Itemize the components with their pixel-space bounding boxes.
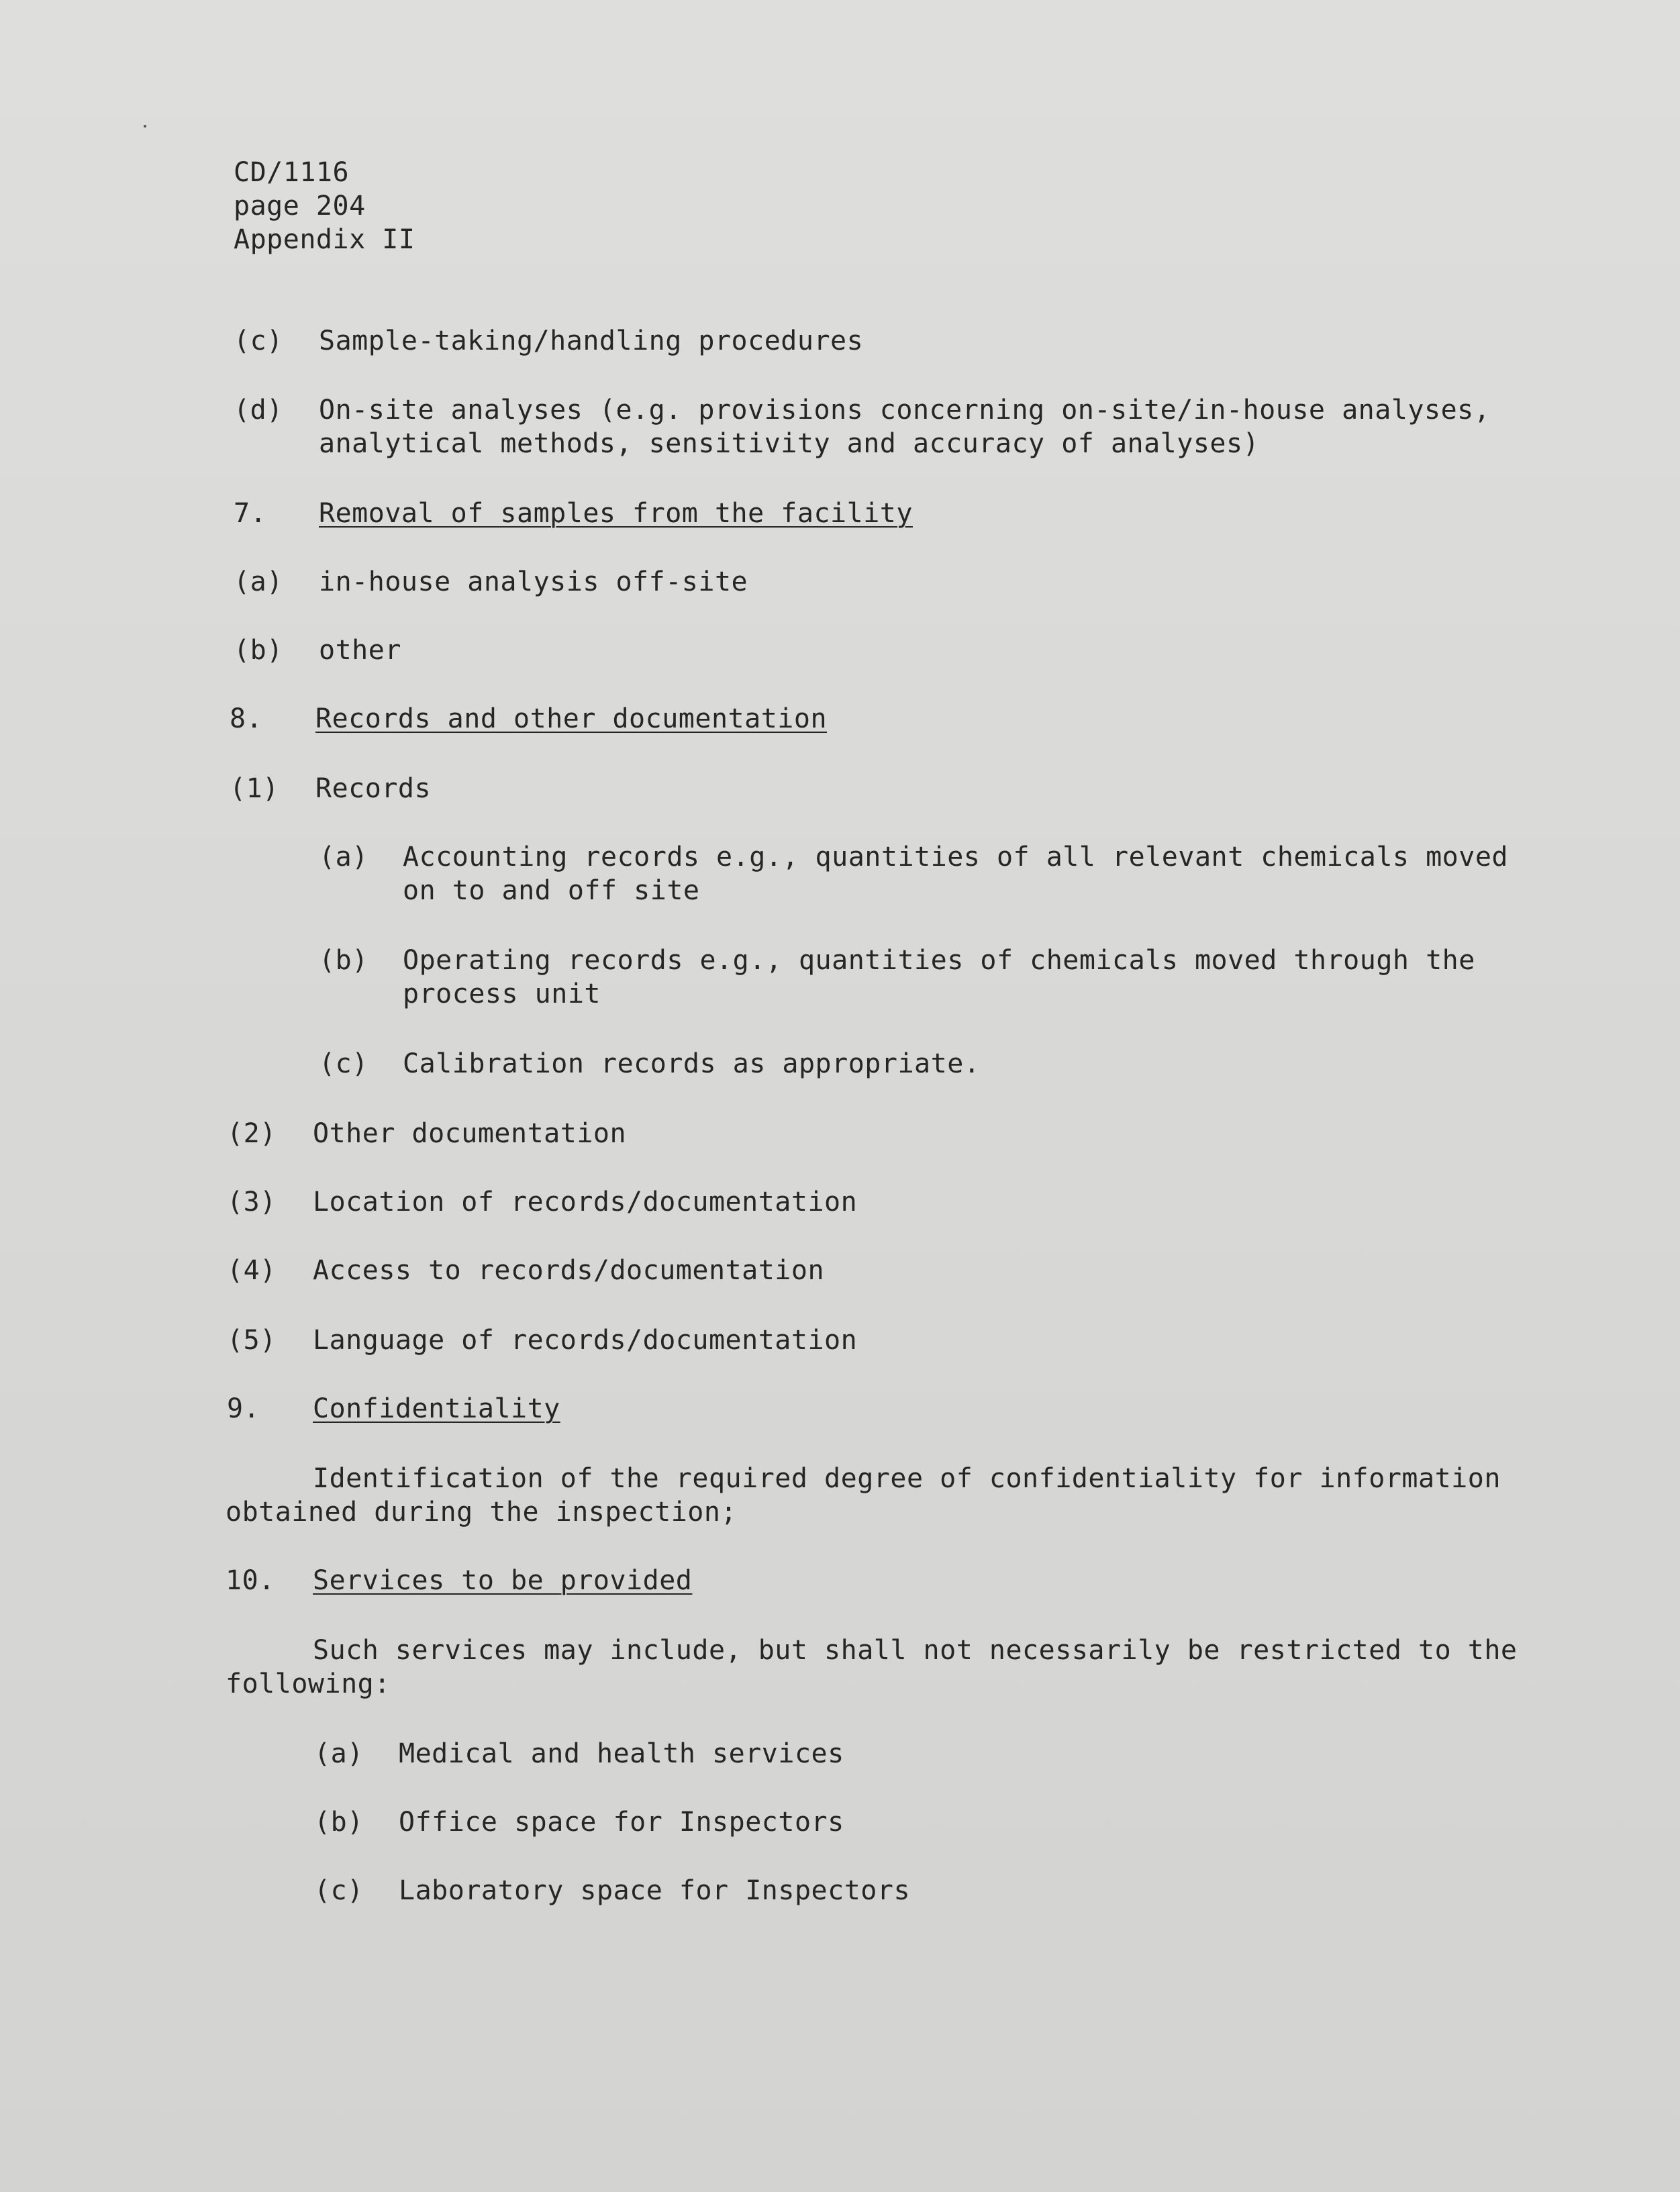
- section-9-paragraph-line2: obtained during the inspection;: [226, 1497, 738, 1528]
- section-8-1c-text: Calibration records as appropriate.: [403, 1048, 981, 1079]
- section-10-paragraph-line2: following:: [226, 1668, 391, 1699]
- section-8-1b-text-line2: process unit: [403, 979, 601, 1009]
- section-10a-text: Medical and health services: [399, 1738, 844, 1769]
- section-8-2-number: (2): [227, 1118, 277, 1149]
- section-9-title: Confidentiality: [313, 1393, 560, 1424]
- item-d-text-line1: On-site analyses (e.g. provisions concerning on-site/in-house analyses,: [319, 395, 1491, 426]
- section-8-1b-number: (b): [319, 945, 368, 976]
- section-8-1-number: (1): [230, 773, 279, 804]
- section-8-1c-number: (c): [319, 1048, 368, 1079]
- section-8-5-text: Language of records/documentation: [313, 1325, 858, 1356]
- item-d-text-line2: analytical methods, sensitivity and accuracy of analyses): [319, 428, 1260, 459]
- section-8-number: 8.: [230, 703, 263, 734]
- section-8-1b-text-line1: Operating records e.g., quantities of chemicals moved through the: [403, 945, 1475, 976]
- section-10c-number: (c): [314, 1875, 364, 1906]
- section-7a-text: in-house analysis off-site: [319, 566, 748, 597]
- section-10c-text: Laboratory space for Inspectors: [399, 1875, 911, 1906]
- section-8-title: Records and other documentation: [315, 703, 828, 734]
- section-8-1a-text-line2: on to and off site: [403, 875, 700, 906]
- section-8-3-number: (3): [227, 1187, 277, 1217]
- section-10-number: 10.: [226, 1565, 275, 1596]
- section-8-5-number: (5): [227, 1325, 277, 1356]
- item-c-number: (c): [234, 326, 283, 356]
- section-8-1a-number: (a): [319, 842, 368, 873]
- section-10-title: Services to be provided: [313, 1565, 693, 1596]
- appendix-label: Appendix II: [234, 224, 415, 255]
- section-9-number: 9.: [227, 1393, 260, 1424]
- item-c-text: Sample-taking/handling procedures: [319, 326, 864, 356]
- page-number: page 204: [234, 191, 366, 221]
- section-10a-number: (a): [314, 1738, 364, 1769]
- section-7-number: 7.: [234, 498, 267, 529]
- section-7b-number: (b): [234, 635, 283, 666]
- section-8-1a-text-line1: Accounting records e.g., quantities of all relevant chemicals moved: [403, 842, 1508, 873]
- doc-symbol: CD/1116: [234, 157, 350, 188]
- section-7-title: Removal of samples from the facility: [319, 498, 913, 529]
- speck-mark: [144, 125, 146, 128]
- section-8-2-text: Other documentation: [313, 1118, 627, 1149]
- section-10b-text: Office space for Inspectors: [399, 1807, 844, 1838]
- section-7a-number: (a): [234, 566, 283, 597]
- section-8-4-text: Access to records/documentation: [313, 1255, 825, 1286]
- section-10-paragraph-line1: Such services may include, but shall not necessarily be restricted to the: [313, 1635, 1518, 1666]
- section-8-1-text: Records: [315, 773, 432, 804]
- item-d-number: (d): [234, 395, 283, 426]
- section-10b-number: (b): [314, 1807, 364, 1838]
- section-9-paragraph-line1: Identification of the required degree of confidentiality for information: [313, 1463, 1501, 1494]
- section-8-3-text: Location of records/documentation: [313, 1187, 858, 1217]
- section-7b-text: other: [319, 635, 401, 666]
- section-8-4-number: (4): [227, 1255, 277, 1286]
